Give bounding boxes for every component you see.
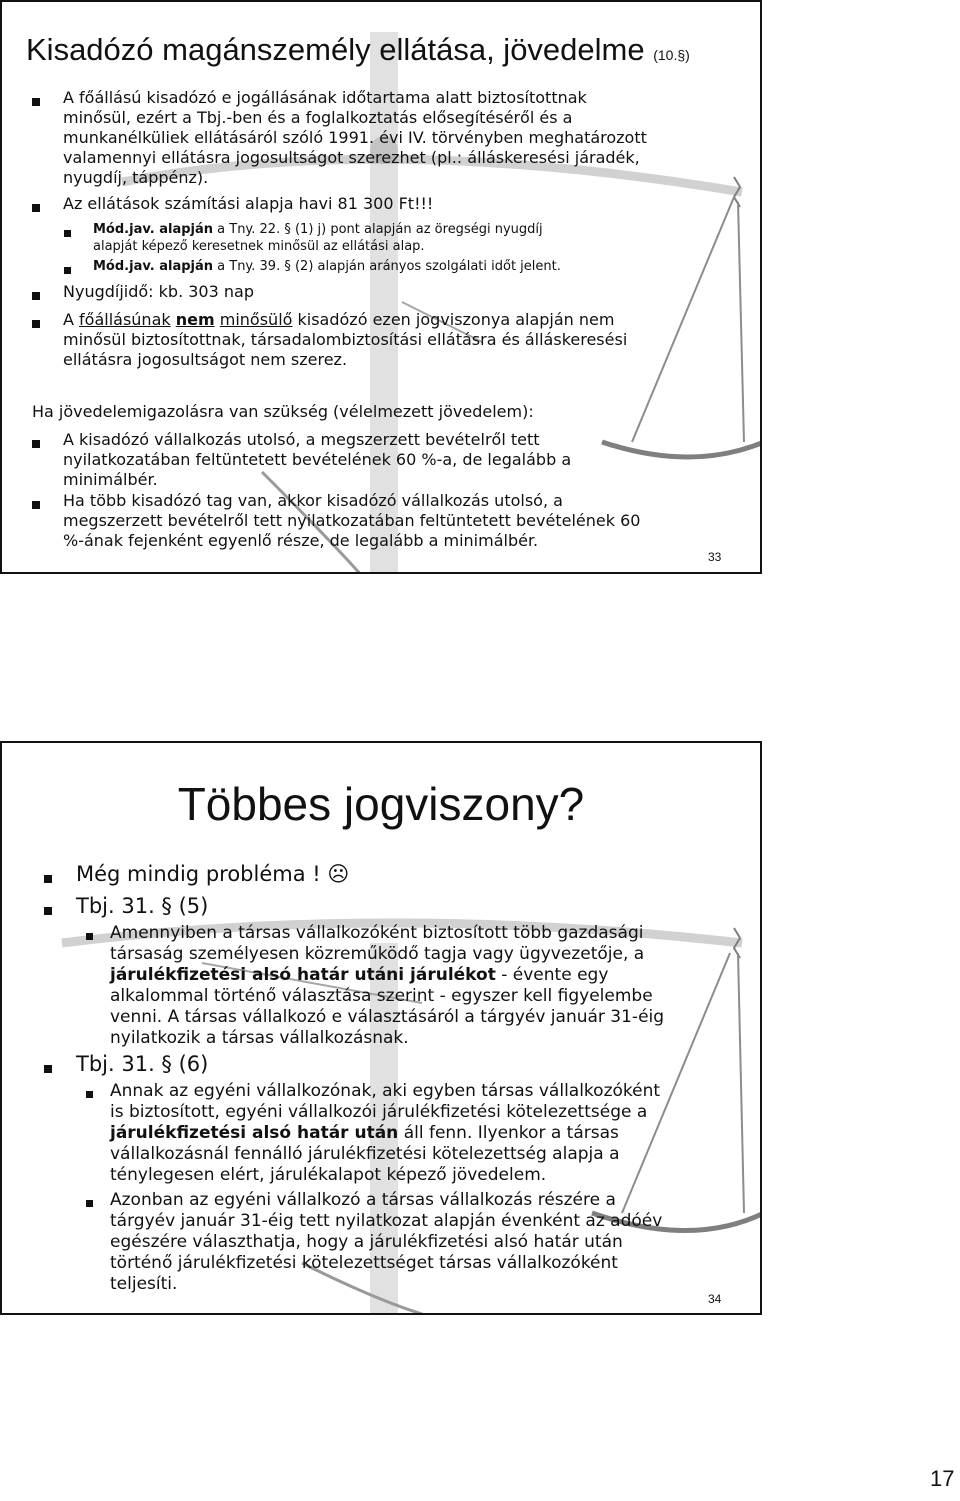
- bullet-text-tbj-31-6: Tbj. 31. § (6): [76, 1052, 209, 1076]
- slide-page-number: 33: [708, 550, 722, 564]
- document-page-number: 17: [930, 1466, 955, 1491]
- bullet-text-multiple-members: Ha több kisadózó tag van, akkor kisadózó vállalkozás utolsó, a megszerzett bevételről tett nyilatkozatában feltüntetett bevételének 60 %-ának fejenként egyenlő része, de legalább a minimálbér.: [63, 491, 641, 550]
- sub-bullet-text-tny22: Mód.jav. alapján a Tny. 22. § (1) j) pont alapján az öregségi nyugdíj alapját képező keresetnek minősül az ellátási alap.: [93, 222, 543, 254]
- bullet-icon: [44, 875, 52, 883]
- slide-title: Kisadózó magánszemély ellátása, jövedelme (10.§): [26, 32, 690, 67]
- slide-34: [0, 741, 762, 1315]
- bullet-text-pension-time: Nyugdíjidő: kb. 303 nap: [63, 282, 254, 301]
- bullet-icon: [32, 320, 40, 328]
- intro-text-income: Ha jövedelemigazolásra van szükség (vélelmezett jövedelem):: [32, 402, 534, 421]
- sub-bullet-text-multiple-companies: Amennyiben a társas vállalkozóként biztosított több gazdasági társaság személyesen közreműködő tagja vagy ügyvezetője, a járulékfizetési alsó határ utáni járulékot - évente egy alkalommal történő választása szerint - egyszer kell figyelembe venni. A társas vállalkozó e választásáról a tárgyév január 31-éig nyilatkozik a társas vállalkozásnak.: [110, 923, 665, 1048]
- sub-bullet-icon: [86, 933, 93, 940]
- sub-bullet-icon: [86, 1200, 93, 1207]
- sub-bullet-icon: [64, 230, 71, 237]
- sub-bullet-text-tny39: Mód.jav. alapján a Tny. 39. § (2) alapján arányos szolgálati időt jelent.: [93, 259, 561, 274]
- bullet-text-calc-base: Az ellátások számítási alapja havi 81 300 Ft!!!: [63, 194, 434, 213]
- bullet-icon: [44, 907, 52, 915]
- bullet-text-eligibility: A főállású kisadózó e jogállásának időtartama alatt biztosítottnak minősül, ezért a Tbj.-ben és a foglalkoztatás elősegítéséről és a munkanélküliek ellátásáról szóló 1991. évi IV. törvényben meghatározott valamennyi ellátásra jogosultságot szerezhet (pl.: álláskeresési járadék, nyugdíj, táppénz).: [63, 88, 647, 187]
- slide-33: [0, 0, 762, 574]
- bullet-icon: [32, 440, 40, 448]
- bullet-icon: [32, 501, 40, 509]
- bullet-icon: [44, 1065, 52, 1073]
- bullet-text-tbj-31-5: Tbj. 31. § (5): [76, 894, 209, 918]
- bullet-icon: [32, 204, 40, 212]
- slide-title: Többes jogviszony?: [177, 778, 585, 830]
- sub-bullet-text-declaration: Azonban az egyéni vállalkozó a társas vállalkozás részére a tárgyév január 31-éig tett nyilatkozat alapján évenként az adóév egészére választhatja, hogy a járulékfizetési alsó határ után történő járulékfizetési kötelezettséget társas vállalkozóként teljesíti.: [110, 1190, 663, 1294]
- title-reference: (10.§): [653, 47, 690, 63]
- bullet-icon: [32, 98, 40, 106]
- sub-bullet-icon: [64, 267, 71, 274]
- bullet-icon: [32, 292, 40, 300]
- sub-bullet-text-sole-proprietor: Annak az egyéni vállalkozónak, aki egyben társas vállalkozóként is biztosított, egyéni vállalkozói járulékfizetési kötelezettsége a járulékfizetési alsó határ után áll fenn. Ilyenkor a társas vállalkozásnál fennálló járulékfizetési kötelezettség alapja a ténylegesen elért, járulékalapot képező jövedelem.: [110, 1081, 661, 1185]
- slide-page-number: 34: [708, 1292, 722, 1306]
- sub-bullet-icon: [86, 1091, 93, 1098]
- bullet-text-still-problem: Még mindig probléma ! ☹: [76, 862, 350, 886]
- bullet-text-not-fulltime: A főállásúnak nem minősülő kisadózó ezen jogviszonya alapján nem minősül biztosítottnak, társadalombiztosítási ellátásra és álláskeresési ellátásra jogosultságot nem szerez.: [63, 310, 628, 369]
- bullet-text-income-60: A kisadózó vállalkozás utolsó, a megszerzett bevételről tett nyilatkozatában feltüntetett bevételének 60 %-a, de legalább a minimálbér.: [63, 430, 572, 489]
